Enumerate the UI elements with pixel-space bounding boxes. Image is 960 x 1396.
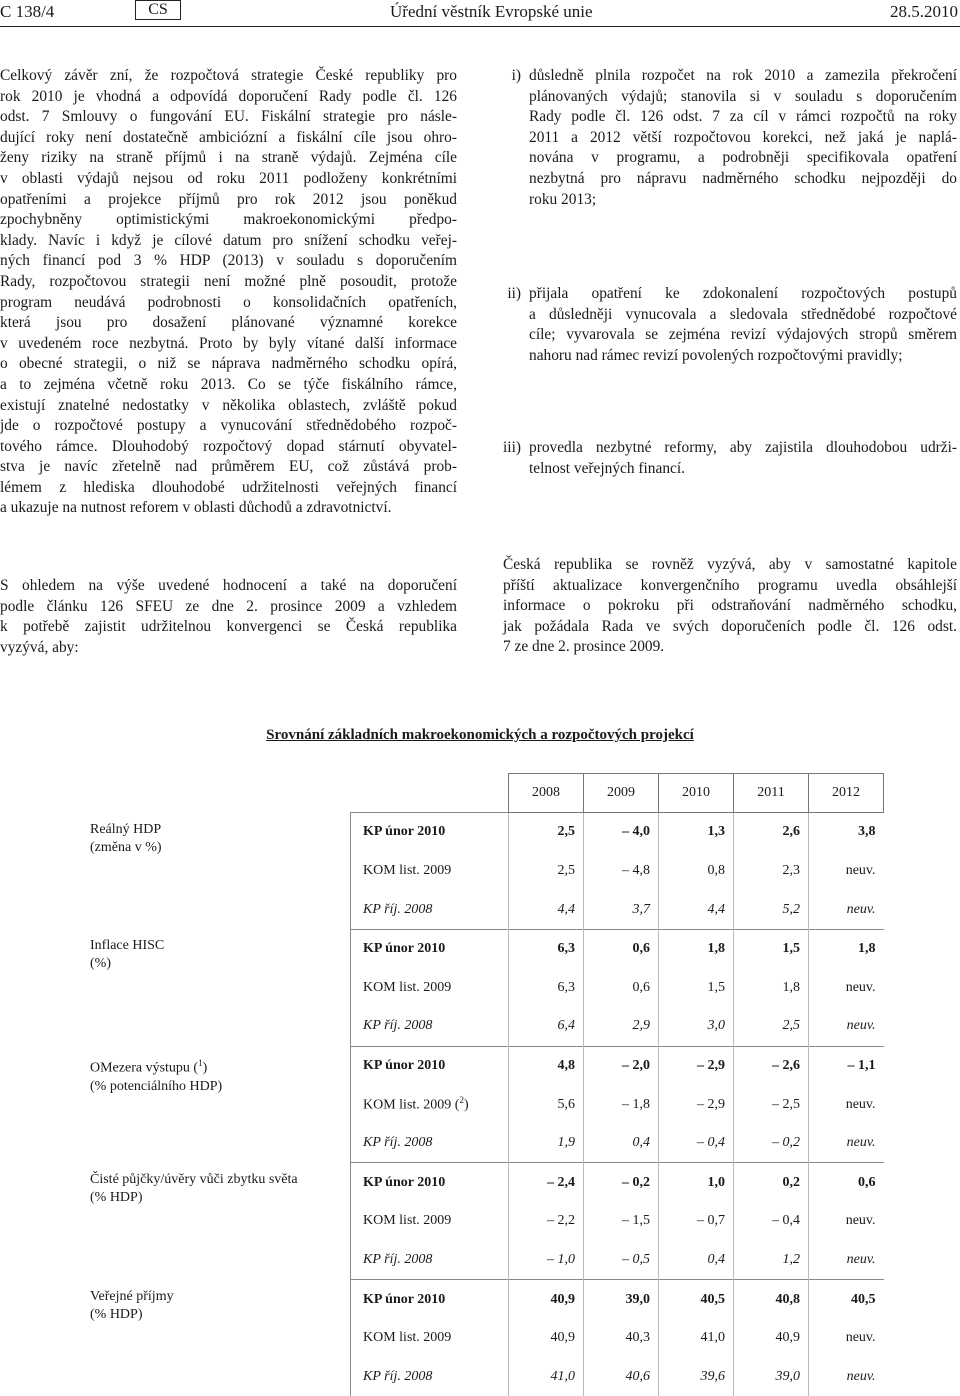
assessment-paragraph bbox=[0, 66, 457, 519]
value-cell: – 0,5 bbox=[584, 1241, 659, 1280]
value-cell: 4,8 bbox=[509, 1046, 584, 1085]
text-line: telnost veřejných financí. bbox=[529, 459, 685, 477]
value-cell: – 0,7 bbox=[659, 1202, 734, 1241]
value-cell: 2,9 bbox=[584, 1007, 659, 1046]
text-line: program neudává podrobnosti o konsolidačních opatřeních, bbox=[0, 293, 457, 311]
value-cell: – 2,2 bbox=[509, 1202, 584, 1241]
indicator-name: Čisté půjčky/úvěry vůči zbytku světa bbox=[90, 1171, 298, 1187]
text-line: jak požádala Rada ve svých doporučeních podle čl. 126 odst. bbox=[503, 617, 957, 635]
text-line: a to zejména včetně roku 2013. Co se týče fiskálního rámce, bbox=[0, 375, 457, 393]
list-item-number: iii) bbox=[503, 439, 521, 456]
text-line: příští aktualizace konvergenčního programu uvedla obsáhlejší bbox=[503, 576, 957, 594]
text-line: rok 2010 je vhodná a odpovídá doporučení Rady podle čl. 126 bbox=[0, 87, 457, 105]
text-line: v uvedeném roce nezbytná. Proto by byly vítané další informace bbox=[0, 334, 457, 352]
indicator-name: Veřejné příjmy bbox=[90, 1288, 174, 1304]
value-cell: 2,3 bbox=[734, 852, 809, 891]
value-cell: – 1,1 bbox=[809, 1046, 884, 1085]
value-cell: neuv. bbox=[809, 852, 884, 891]
table-title: Srovnání základních makroekonomických a rozpočtových projekcí bbox=[266, 727, 694, 743]
text-line: stva je navíc zřetelně nad průměrem EU, což zůstává prob- bbox=[0, 458, 457, 476]
value-cell: 1,8 bbox=[734, 968, 809, 1007]
source-label: KOM list. 2009 ($^2$) bbox=[351, 1085, 509, 1124]
text-line: opatřeními a projekce příjmů pro rok 2012 jsou poněkud bbox=[0, 190, 457, 208]
value-cell: neuv. bbox=[809, 1007, 884, 1046]
text-line: Rady podle čl. 126 odst. 7 za cíl v rámci rozpočtů na roky bbox=[529, 108, 957, 126]
source-label: KP únor 2010 bbox=[351, 1163, 509, 1202]
source-label: KP říj. 2008 bbox=[351, 1357, 509, 1396]
value-cell: – 1,5 bbox=[584, 1202, 659, 1241]
value-cell: 0,6 bbox=[584, 929, 659, 968]
value-cell: 6,3 bbox=[509, 968, 584, 1007]
text-line: 7 ze dne 2. prosince 2009. bbox=[503, 638, 665, 656]
source-label: KP únor 2010 bbox=[351, 1046, 509, 1085]
value-cell: 2,5 bbox=[509, 852, 584, 891]
value-cell: 6,3 bbox=[509, 929, 584, 968]
text-line: k potřebě zajistit udržitelnou konvergenci se Česká republika bbox=[0, 618, 457, 636]
text-line: provedla nezbytné reformy, aby zajistila dlouhodobou udrži- bbox=[529, 439, 957, 456]
value-cell: – 2,9 bbox=[659, 1085, 734, 1124]
value-cell: 39,0 bbox=[584, 1280, 659, 1319]
indicator-name: OMezera výstupu ($^1$) bbox=[90, 1058, 208, 1076]
indicator-label bbox=[90, 1280, 351, 1396]
value-cell: 40,9 bbox=[509, 1280, 584, 1319]
text-line: dující roky není dostatečně ambiciózní a fiskální cíle jsou ohro- bbox=[0, 128, 457, 146]
value-cell: 5,2 bbox=[734, 890, 809, 929]
list-item-text bbox=[529, 438, 957, 479]
list-item-number: ii) bbox=[507, 285, 521, 302]
text-line: lémem z hlediska dlouhodobé udržitelnosti veřejných financí bbox=[0, 478, 457, 496]
text-line: nezbytná pro nápravu nadměrného schodku nejpozději do bbox=[529, 169, 957, 187]
journal-title: Úřední věstník Evropské unie bbox=[390, 2, 593, 21]
text-line: Česká republika se rovněž vyzývá, aby v samostatné kapitole bbox=[503, 556, 957, 573]
text-line: nahoru nad rámec revizí povolených rozpočtovými pravidly; bbox=[529, 346, 903, 364]
list-item-number: i) bbox=[511, 67, 521, 84]
value-cell: 6,4 bbox=[509, 1007, 584, 1046]
value-cell: 40,5 bbox=[809, 1280, 884, 1319]
value-cell: – 4,8 bbox=[584, 852, 659, 891]
value-cell: 4,4 bbox=[509, 890, 584, 929]
value-cell: 41,0 bbox=[509, 1357, 584, 1396]
value-cell: 0,2 bbox=[734, 1163, 809, 1202]
list-item-text bbox=[529, 66, 957, 210]
value-cell: – 2,9 bbox=[659, 1046, 734, 1085]
value-cell: – 0,4 bbox=[734, 1202, 809, 1241]
text-line: odst. 7 Smlouvy o fungování EU. Fiskální strategie pro násle- bbox=[0, 108, 457, 126]
indicator-label bbox=[90, 1046, 351, 1163]
invitation-paragraph bbox=[0, 576, 457, 658]
text-line: S ohledem na výše uvedené hodnocení a také na doporučení bbox=[0, 577, 457, 594]
value-cell: 1,8 bbox=[809, 929, 884, 968]
value-cell: 2,5 bbox=[509, 813, 584, 852]
further-request-paragraph bbox=[503, 555, 957, 658]
text-line: roku 2013; bbox=[529, 190, 597, 208]
indicator-unit: (% potenciálního HDP) bbox=[90, 1078, 223, 1094]
text-line: důsledně plnila rozpočet na rok 2010 a zamezila překročení bbox=[529, 67, 957, 84]
value-cell: neuv. bbox=[809, 1357, 884, 1396]
value-cell: 1,9 bbox=[509, 1124, 584, 1163]
language-code-badge: CS bbox=[135, 0, 181, 20]
text-line: cíle; vyvarovala se zejména revizí výdajových stropů směrem bbox=[529, 326, 957, 344]
indicator-unit: (% HDP) bbox=[90, 1306, 143, 1322]
value-cell: 4,4 bbox=[659, 890, 734, 929]
text-line: Celkový závěr zní, že rozpočtová strategie České republiky pro bbox=[0, 67, 457, 84]
source-label: KOM list. 2009 bbox=[351, 968, 509, 1007]
source-label: KP říj. 2008 bbox=[351, 1007, 509, 1046]
source-label: KP říj. 2008 bbox=[351, 890, 509, 929]
source-label: KP říj. 2008 bbox=[351, 1241, 509, 1280]
value-cell: 5,6 bbox=[509, 1085, 584, 1124]
value-cell: neuv. bbox=[809, 1202, 884, 1241]
recommendation-list bbox=[497, 66, 959, 486]
year-header: 2011 bbox=[734, 774, 809, 813]
value-cell: – 2,5 bbox=[734, 1085, 809, 1124]
projections-table bbox=[90, 773, 884, 1396]
year-header: 2012 bbox=[809, 774, 884, 813]
source-label: KP únor 2010 bbox=[351, 813, 509, 852]
value-cell: 1,5 bbox=[659, 968, 734, 1007]
value-cell: 1,8 bbox=[659, 929, 734, 968]
value-cell: 0,6 bbox=[584, 968, 659, 1007]
page-number: C 138/4 bbox=[0, 2, 55, 21]
value-cell: – 1,8 bbox=[584, 1085, 659, 1124]
source-label: KP únor 2010 bbox=[351, 929, 509, 968]
value-cell: 40,5 bbox=[659, 1280, 734, 1319]
indicator-label bbox=[90, 929, 351, 1046]
value-cell: – 0,2 bbox=[584, 1163, 659, 1202]
value-cell: 39,0 bbox=[734, 1357, 809, 1396]
source-label: KP říj. 2008 bbox=[351, 1124, 509, 1163]
value-cell: 3,7 bbox=[584, 890, 659, 929]
text-line: informace o pokroku při odstraňování nadměrného schodku, bbox=[503, 597, 957, 615]
value-cell: neuv. bbox=[809, 968, 884, 1007]
value-cell: 39,6 bbox=[659, 1357, 734, 1396]
table-header-blank bbox=[90, 774, 509, 813]
value-cell: 3,8 bbox=[809, 813, 884, 852]
table-row bbox=[90, 813, 884, 852]
text-line: Rady, rozpočtovou strategii není možné plně posoudit, protože bbox=[0, 272, 457, 290]
value-cell: 2,6 bbox=[734, 813, 809, 852]
value-cell: – 2,4 bbox=[509, 1163, 584, 1202]
value-cell: 0,4 bbox=[584, 1124, 659, 1163]
text-line: a důsledněji vynucovala a sledovala střednědobé rozpočtové bbox=[529, 305, 957, 323]
table-row bbox=[90, 1280, 884, 1319]
header-rule bbox=[0, 26, 960, 27]
year-header: 2008 bbox=[509, 774, 584, 813]
table-row bbox=[90, 1046, 884, 1085]
table-row bbox=[90, 929, 884, 968]
value-cell: – 0,2 bbox=[734, 1124, 809, 1163]
source-label: KOM list. 2009 bbox=[351, 852, 509, 891]
text-line: a ukazuje na nutnost reforem v oblasti důchodů a zdravotnictví. bbox=[0, 499, 392, 517]
source-label: KP únor 2010 bbox=[351, 1280, 509, 1319]
list-item-text bbox=[529, 284, 957, 366]
text-line: o obecné strategii, o niž se náprava nadměrného schodku opírá, bbox=[0, 355, 457, 373]
text-line: nována v programu, a podrobněji specifikovala opatření bbox=[529, 149, 957, 167]
text-line: podle článku 126 SFEU ze dne 2. prosince 2009 a vzhledem bbox=[0, 597, 457, 615]
publication-date: 28.5.2010 bbox=[890, 2, 958, 21]
value-cell: 1,2 bbox=[734, 1241, 809, 1280]
text-line: zpochybněny optimistickými makroekonomickými předpo- bbox=[0, 211, 457, 229]
source-label: KOM list. 2009 bbox=[351, 1319, 509, 1358]
value-cell: 40,6 bbox=[584, 1357, 659, 1396]
text-line: ženy riziky na straně příjmů i na straně výdajů. Zejména cíle bbox=[0, 149, 457, 167]
value-cell: 3,0 bbox=[659, 1007, 734, 1046]
indicator-unit: (změna v %) bbox=[90, 839, 162, 855]
indicator-unit: (%) bbox=[90, 956, 111, 972]
text-line: ných financí pod 3 % HDP (2013) v souladu s doporučením bbox=[0, 252, 457, 270]
value-cell: neuv. bbox=[809, 1124, 884, 1163]
indicator-name: Reálný HDP bbox=[90, 821, 162, 837]
text-line: existují znatelné nedostatky v několika oblastech, zvláště pokud bbox=[0, 396, 457, 414]
value-cell: 40,9 bbox=[734, 1319, 809, 1358]
value-cell: 0,8 bbox=[659, 852, 734, 891]
value-cell: – 1,0 bbox=[509, 1241, 584, 1280]
value-cell: neuv. bbox=[809, 890, 884, 929]
value-cell: 1,3 bbox=[659, 813, 734, 852]
text-line: tového rámce. Dlouhodobý rozpočtový dopad stárnutí obyvatel- bbox=[0, 437, 457, 455]
value-cell: 40,3 bbox=[584, 1319, 659, 1358]
indicator-label bbox=[90, 1163, 351, 1280]
value-cell: 41,0 bbox=[659, 1319, 734, 1358]
text-line: plánovaných výdajů; stanovila si v souladu s doporučením bbox=[529, 87, 957, 105]
value-cell: neuv. bbox=[809, 1241, 884, 1280]
indicator-label bbox=[90, 813, 351, 930]
value-cell: 1,0 bbox=[659, 1163, 734, 1202]
text-line: vyzývá, aby: bbox=[0, 638, 79, 656]
text-line: 2011 a 2012 větší rozpočtovou korekci, než jaká je naplá- bbox=[529, 128, 957, 146]
value-cell: – 0,4 bbox=[659, 1124, 734, 1163]
indicator-name: Inflace HISC bbox=[90, 938, 165, 954]
year-header: 2010 bbox=[659, 774, 734, 813]
text-line: jde o rozpočtové postupy a vynucování střednědobého rozpoč- bbox=[0, 417, 457, 435]
text-line: v oblasti výdajů nejsou od roku 2011 podloženy konkrétními bbox=[0, 169, 457, 187]
source-label: KOM list. 2009 bbox=[351, 1202, 509, 1241]
value-cell: – 2,0 bbox=[584, 1046, 659, 1085]
value-cell: neuv. bbox=[809, 1319, 884, 1358]
indicator-unit: (% HDP) bbox=[90, 1189, 143, 1205]
table-row bbox=[90, 1163, 884, 1202]
value-cell: – 4,0 bbox=[584, 813, 659, 852]
value-cell: neuv. bbox=[809, 1085, 884, 1124]
text-line: přijala opatření ke zdokonalení rozpočtových postupů bbox=[529, 285, 957, 302]
value-cell: – 2,6 bbox=[734, 1046, 809, 1085]
value-cell: 0,4 bbox=[659, 1241, 734, 1280]
value-cell: 1,5 bbox=[734, 929, 809, 968]
text-line: klady. Navíc i když je cílové datum pro snížení schodku veřej- bbox=[0, 231, 457, 249]
value-cell: 2,5 bbox=[734, 1007, 809, 1046]
text-line: která jsou pro dosažení plánované významné korekce bbox=[0, 314, 457, 332]
year-header: 2009 bbox=[584, 774, 659, 813]
value-cell: 0,6 bbox=[809, 1163, 884, 1202]
value-cell: 40,9 bbox=[509, 1319, 584, 1358]
value-cell: 40,8 bbox=[734, 1280, 809, 1319]
